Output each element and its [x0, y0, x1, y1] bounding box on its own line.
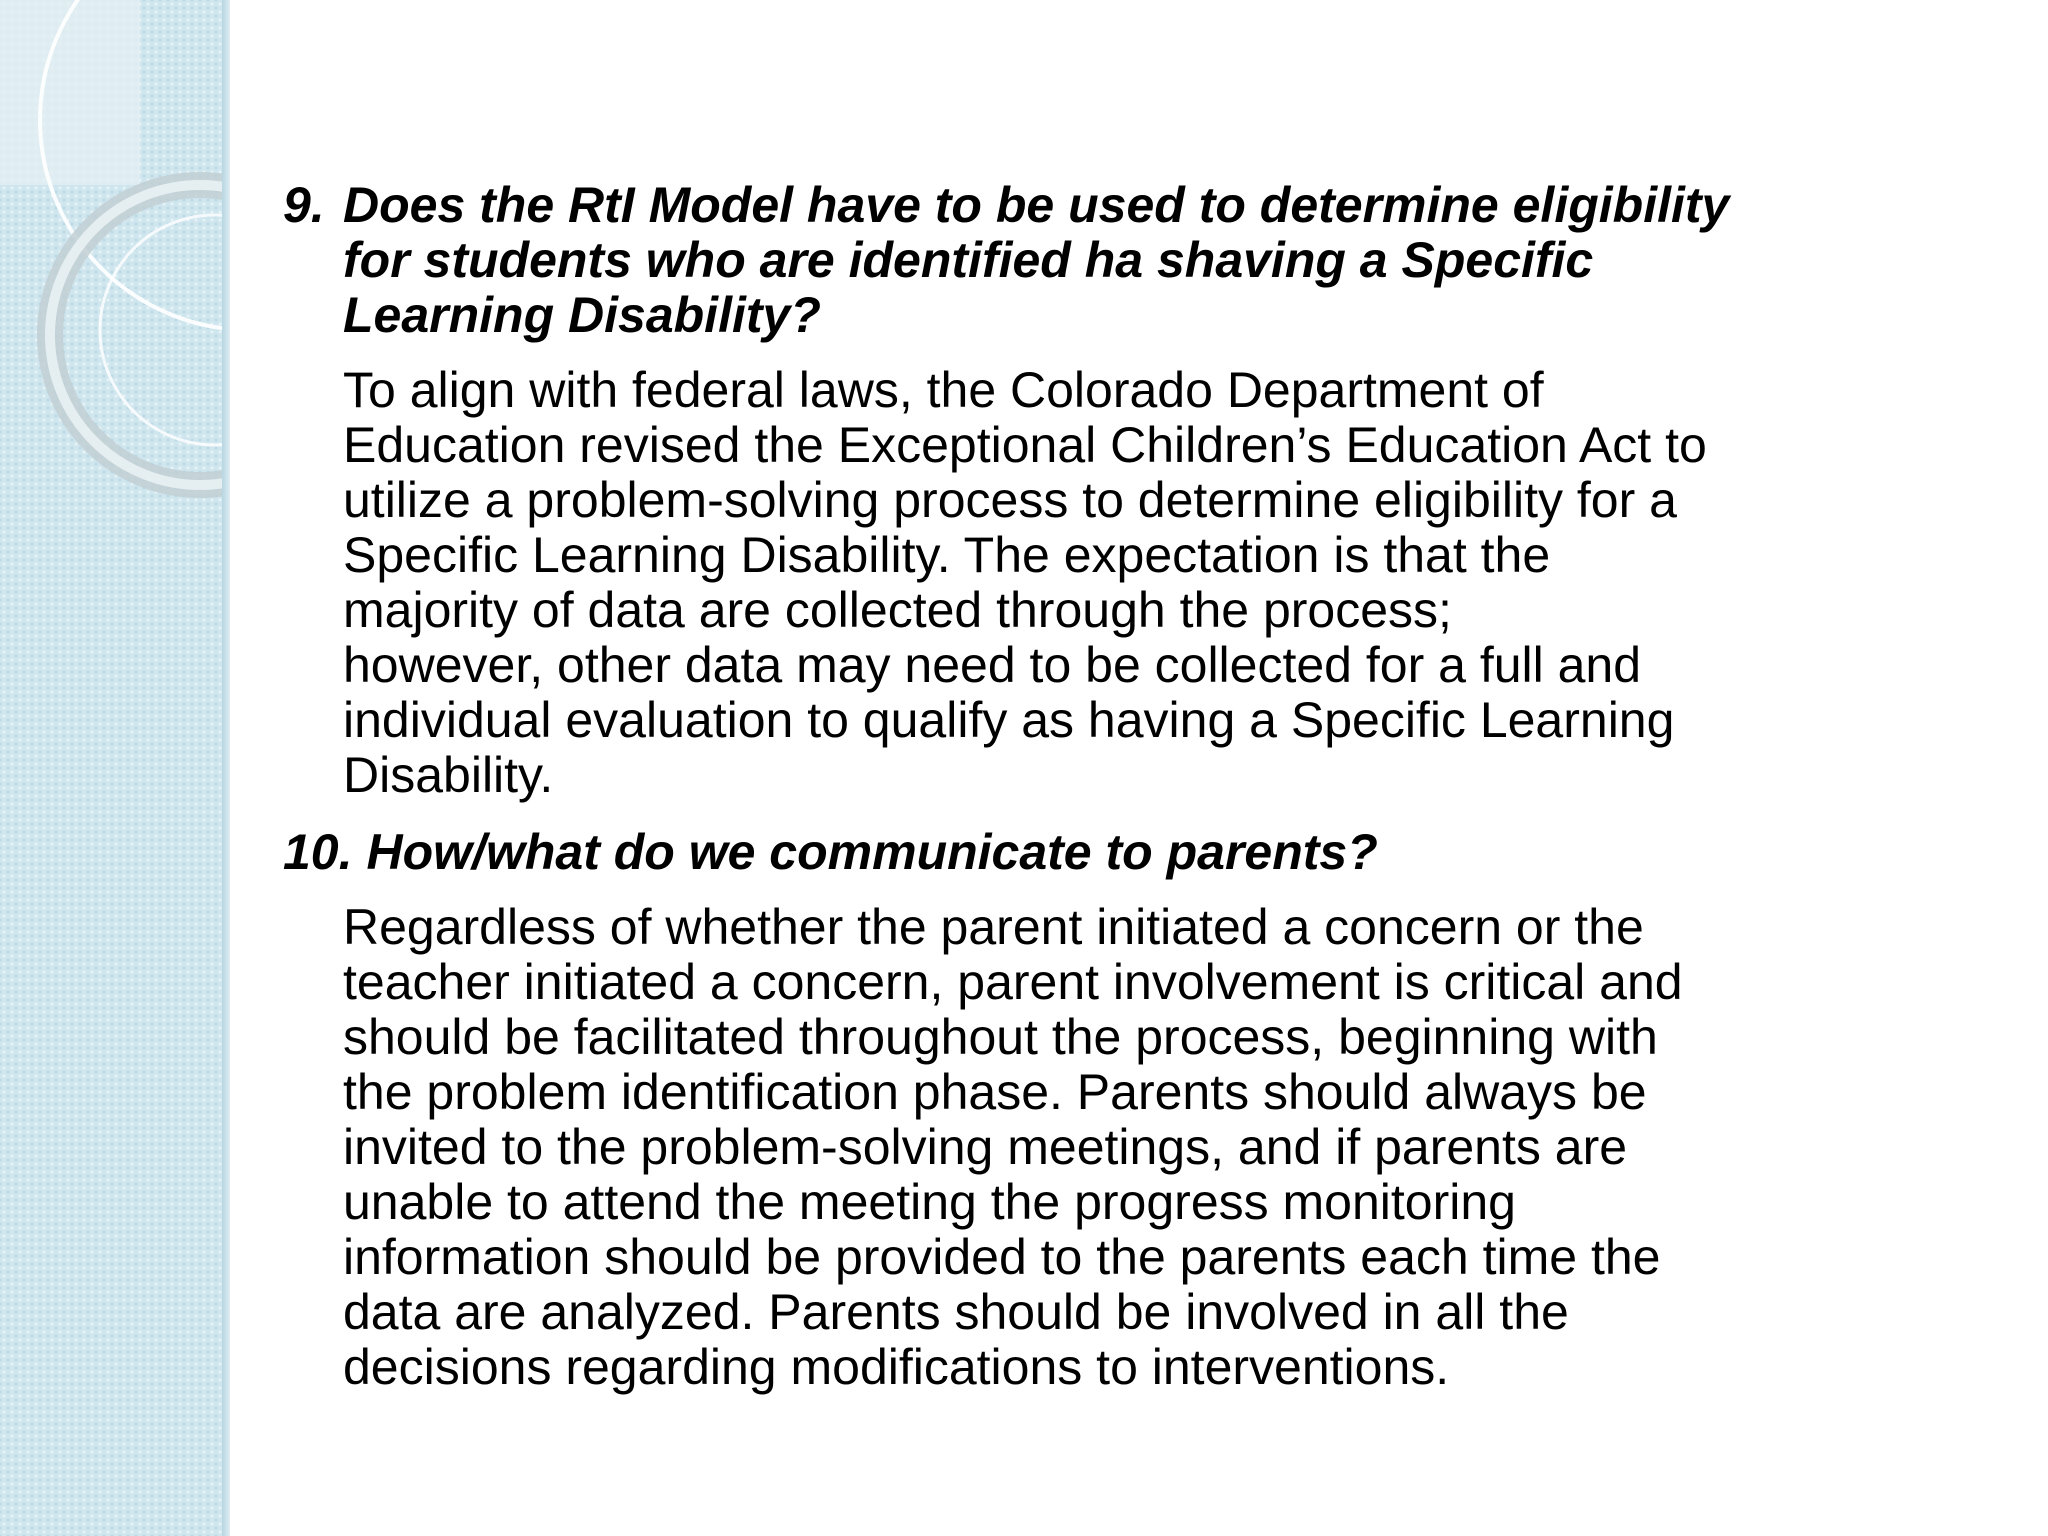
answer-line: utilize a problem-solving process to determine eligibility for a [343, 472, 1677, 528]
answer-line: data are analyzed. Parents should be involved in all the [343, 1284, 1569, 1340]
question-line: How/what do we communicate to parents? [366, 824, 1378, 880]
decorative-circles-graphic [0, 0, 230, 520]
question-text [367, 825, 1983, 880]
question-line: Does the RtI Model have to be used to determine eligibility [343, 177, 1730, 233]
answer-line: invited to the problem-solving meetings, and if parents are [343, 1119, 1628, 1175]
question-9 [283, 178, 1983, 343]
question-line: Learning Disability? [343, 287, 821, 343]
question-number: 10. [283, 824, 353, 880]
answer-line: Regardless of whether the parent initiated a concern or the [343, 899, 1644, 955]
answer-10 [343, 900, 1983, 1395]
question-10 [283, 825, 1983, 880]
answer-line: decisions regarding modifications to interventions. [343, 1339, 1450, 1395]
answer-line: Disability. [343, 747, 554, 803]
answer-line: the problem identification phase. Parents should always be [343, 1064, 1647, 1120]
answer-line: should be facilitated throughout the process, beginning with [343, 1009, 1658, 1065]
decorative-side-band [0, 0, 230, 1536]
slide-content [283, 178, 1983, 1395]
question-number: 9. [283, 177, 325, 233]
question-text [343, 178, 1983, 343]
side-band-edge [222, 0, 230, 1536]
answer-line: teacher initiated a concern, parent involvement is critical and [343, 954, 1683, 1010]
answer-line: unable to attend the meeting the progress monitoring [343, 1174, 1516, 1230]
answer-line: majority of data are collected through the process; [343, 582, 1452, 638]
answer-line: Education revised the Exceptional Children’s Education Act to [343, 417, 1707, 473]
answer-line: however, other data may need to be collected for a full and [343, 637, 1642, 693]
question-line: for students who are identified ha shaving a Specific [343, 232, 1594, 288]
answer-9 [343, 363, 1983, 803]
answer-line: Specific Learning Disability. The expectation is that the [343, 527, 1551, 583]
answer-line: To align with federal laws, the Colorado Department of [343, 362, 1544, 418]
answer-line: information should be provided to the parents each time the [343, 1229, 1661, 1285]
answer-line: individual evaluation to qualify as having a Specific Learning [343, 692, 1675, 748]
